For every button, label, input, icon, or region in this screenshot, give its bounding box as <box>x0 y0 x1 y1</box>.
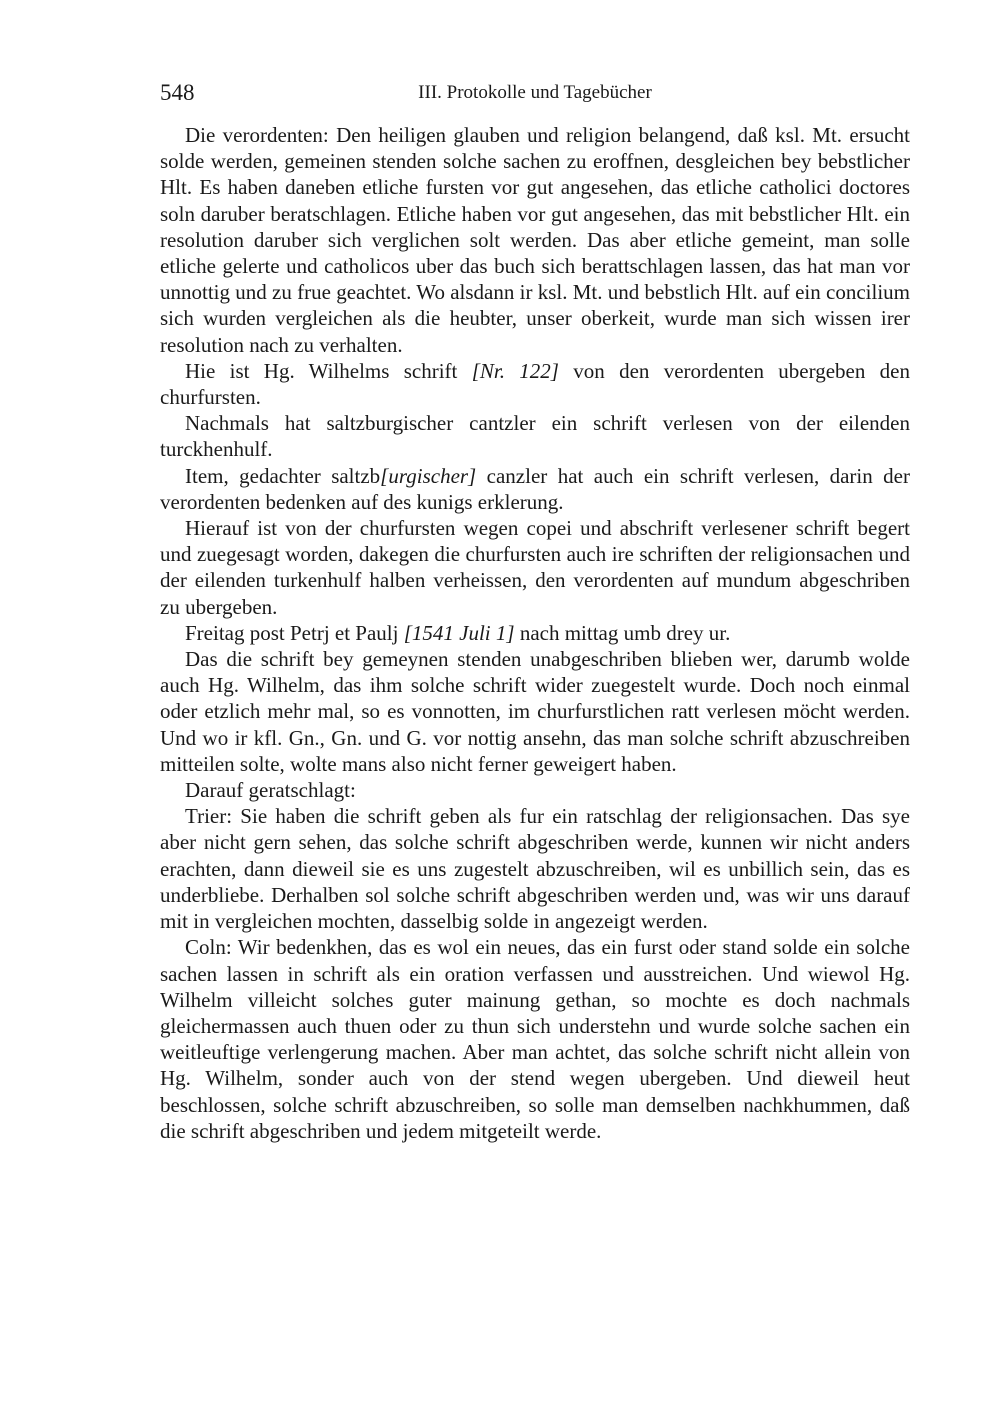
editorial-note: [urgischer] <box>380 463 477 488</box>
paragraph-text: von den verordenten ubergeben den churfursten. <box>160 358 910 410</box>
paragraph-text: Freitag post Petrj et Paulj <box>185 620 404 645</box>
paragraph-text: Hierauf ist von der churfursten wegen copei und abschrift verlesener schrift begert und zuegesagt worden, dakegen die churfursten auch ire schriften der religionsachen und der eilenden turkenhulf halben verheissen, den verordenten auf mundum abgeschriben zu ubergeben. <box>160 516 910 619</box>
page-header <box>160 80 910 108</box>
paragraph <box>160 934 910 1144</box>
paragraph <box>160 777 910 803</box>
body-text <box>160 122 910 1144</box>
paragraph <box>160 463 910 515</box>
paragraph-text: Nachmals hat saltzburgischer cantzler ein schrift verlesen von der eilenden turckhenhulf. <box>160 411 910 462</box>
paragraph <box>160 646 910 777</box>
paragraph-text: Darauf geratschlagt: <box>185 778 356 803</box>
paragraph <box>160 122 910 358</box>
paragraph-text: Hie ist Hg. Wilhelms schrift <box>185 358 472 383</box>
editorial-note: [1541 Juli 1] <box>403 620 515 645</box>
running-title: III. Protokolle und Tagebücher <box>418 82 652 103</box>
paragraph-text: Die verordenten: Den heiligen glauben und religion belangend, daß ksl. Mt. ersucht solde werden, gemeinen stenden solche sachen zu eroffnen, desgleichen bey bebstlicher Hlt. Es haben daneben etliche fursten vor gut angesehen, das etliche catholici doctores soln daruber beratschlagen. Etliche haben vor gut angesehen, das mit bebstlicher Hlt. ein resolution daruber sich verglichen solt werden. Das aber etliche gemeint, man solle etliche gelerte und catholicos uber das buch sich berattschlagen lassen, das hat man vor unnottig und zu frue geachtet. Wo alsdann ir ksl. Mt. und bebstlich Hlt. auf ein concilium sich wurden vergleichen als die heubter, unser oberkeit, wurde man sich wissen irer resolution nach zu verhalten. <box>160 123 910 357</box>
paragraph-text: Trier: Sie haben die schrift geben als fur ein ratschlag der religionsachen. Das sye aber nicht gern sehen, das solche schrift abgeschriben werde, kunnen wir nicht anders erachten, dann dieweil sie es uns zugestelt abzuschreiben, wil es unbillich sein, das es underbliebe. Derhalben sol solche schrift abgeschriben werden und, was wir uns darauf mit in vergleichen mochten, dasselbig solde in angezeigt werden. <box>160 804 910 934</box>
editorial-note: [Nr. 122] <box>471 358 559 383</box>
paragraph <box>160 515 910 620</box>
paragraph <box>160 620 910 646</box>
paragraph-text: canzler hat auch ein schrift verlesen, darin der verordenten bedenken auf des kunigs erklerung. <box>160 463 910 514</box>
paragraph <box>160 358 910 410</box>
paragraph-text: nach mittag umb drey ur. <box>514 620 731 645</box>
paragraph <box>160 803 910 934</box>
paragraph-text: Das die schrift bey gemeynen stenden unabgeschriben blieben wer, darumb wolde auch Hg. Wilhelm, das ihm solche schrift wider zuegestelt wurde. Doch noch einmal oder etzlich mehr mal, so es vonnotten, im churfurstlichen ratt verlesen möcht werden. Und wo ir kfl. Gn., Gn. und G. vor nottig ansehn, das man solche schrift abzuschreiben mitteilen solte, wolte mans also nicht ferner geweigert haben. <box>160 647 910 776</box>
paragraph <box>160 410 910 462</box>
paragraph-text: Item, gedachter saltzb <box>185 463 381 488</box>
paragraph-text: Coln: Wir bedenkhen, das es wol ein neues, das ein furst oder stand solde ein solche sachen lassen in schrift als ein oration verfassen und ausstreichen. Und wiewol Hg. Wilhelm villeicht solches guter mainung gethan, so mochte es doch nachmals gleichermassen auch thuen oder zu thun sich understehn und wurde solche sachen ein weitleuftige verlengerung machen. Aber man achtet, das solche schrift nicht allein von Hg. Wilhelm, sonder auch von der stend wegen ubergeben. Und dieweil heut beschlossen, solche schrift abzuschreiben, so solle man demselben nachkhummen, daß die schrift abgeschriben und jedem mitgeteilt werde. <box>160 935 910 1143</box>
page-number: 548 <box>160 80 195 105</box>
